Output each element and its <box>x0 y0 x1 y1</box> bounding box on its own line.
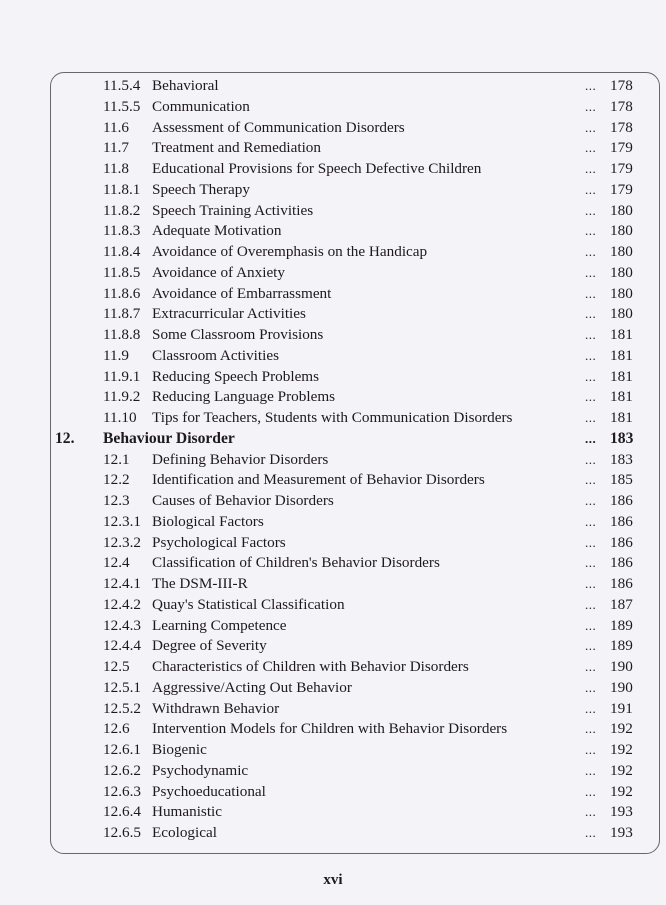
toc-leader-dots: ... <box>585 181 597 197</box>
toc-entry-number: 11.8 <box>103 160 130 177</box>
toc-entry-title: Speech Therapy <box>152 180 250 198</box>
toc-entry-title: Characteristics of Children with Behavior Disorders <box>152 658 469 675</box>
toc-entry-title: Defining Behavior Disorders <box>152 450 329 468</box>
toc-leader-dots: ... <box>585 783 597 799</box>
toc-leader-dots: ... <box>585 804 597 820</box>
toc-entry-number: 12.6.3 <box>103 782 141 800</box>
toc-entry <box>0 284 666 305</box>
toc-leader-dots: ... <box>585 742 597 757</box>
toc-entry <box>0 699 666 720</box>
toc-entry-page: 181 <box>610 388 633 406</box>
toc-entry-number: 11.8.2 <box>103 201 141 219</box>
toc-leader-dots: ... <box>585 264 597 280</box>
toc-entry-page: 190 <box>610 678 633 696</box>
toc-entry-title: Speech Training Activities <box>152 201 314 219</box>
toc-chapter-entry <box>0 429 666 450</box>
toc-entry <box>0 553 666 574</box>
toc-entry-page: 179 <box>610 160 633 177</box>
toc-leader-dots: ... <box>585 244 597 259</box>
toc-entry-page: 178 <box>610 77 633 94</box>
toc-entry-number: 12.3.1 <box>103 512 141 530</box>
toc-entry <box>0 450 666 471</box>
toc-entry-number: 11.5.5 <box>103 97 141 115</box>
toc-entry-page: 189 <box>610 616 633 634</box>
toc-entry-title: Reducing Speech Problems <box>152 367 320 385</box>
toc-entry-page: 183 <box>610 450 633 468</box>
toc-entry-title: Classification of Children's Behavior Disorders <box>152 554 440 572</box>
toc-entry-page: 178 <box>610 97 633 115</box>
toc-entry <box>0 595 666 616</box>
toc-entry-title: Extracurricular Activities <box>152 305 306 323</box>
toc-entry-number: 12.5.2 <box>103 699 141 717</box>
toc-entry-page: 180 <box>610 263 633 281</box>
toc-leader-dots: ... <box>585 78 597 93</box>
toc-entry-page: 185 <box>610 471 633 489</box>
toc-entry <box>0 201 666 222</box>
toc-entry-title: Adequate Motivation <box>152 222 282 240</box>
toc-entry-page: 179 <box>610 180 633 198</box>
toc-entry-number: 12.4.1 <box>103 575 141 592</box>
toc-entry-title: Behavioral <box>152 77 219 94</box>
toc-entry <box>0 408 666 429</box>
toc-leader-dots: ... <box>585 555 597 571</box>
toc-entry-title: Intervention Models for Children with Behavior Disorders <box>152 720 508 738</box>
toc-entry-number: 11.8.5 <box>103 263 141 281</box>
toc-entry <box>0 678 666 699</box>
toc-entry-number: 12.6 <box>103 720 130 738</box>
toc-entry-number: 12.6.5 <box>103 824 141 841</box>
toc-leader-dots: ... <box>585 762 597 778</box>
toc-entry-title: Aggressive/Acting Out Behavior <box>152 678 352 696</box>
toc-entry-number: 12.4.3 <box>103 616 141 634</box>
toc-entry-number: 12.3.2 <box>103 533 141 551</box>
toc-entry-title: Causes of Behavior Disorders <box>152 492 334 509</box>
toc-leader-dots: ... <box>585 410 597 425</box>
toc-entry-title: Biogenic <box>152 741 207 758</box>
toc-entry-page: 192 <box>610 741 633 758</box>
toc-entry-page: 180 <box>610 243 633 260</box>
toc-leader-dots: ... <box>585 430 597 446</box>
toc-entry <box>0 740 666 761</box>
toc-entry-number: 11.8.8 <box>103 326 141 343</box>
toc-entry <box>0 325 666 346</box>
toc-leader-dots: ... <box>585 472 597 488</box>
toc-entry <box>0 180 666 201</box>
toc-entry-page: 186 <box>610 512 633 530</box>
toc-entry-number: 11.6 <box>103 118 130 136</box>
toc-entry-number: 12.5.1 <box>103 678 141 696</box>
toc-entry-page: 190 <box>610 658 633 675</box>
toc-leader-dots: ... <box>585 513 597 529</box>
toc-entry-page: 179 <box>610 139 633 157</box>
toc-entry-title: The DSM-III-R <box>152 575 248 592</box>
toc-entry-number: 11.5.4 <box>103 77 141 94</box>
toc-entry-number: 12.1 <box>103 450 130 468</box>
toc-entry <box>0 616 666 637</box>
toc-entry-title: Avoidance of Overemphasis on the Handicap <box>152 243 428 260</box>
toc-entry <box>0 657 666 678</box>
toc-entry-page: 186 <box>610 492 633 509</box>
toc-leader-dots: ... <box>585 161 597 176</box>
table-of-contents <box>0 76 666 844</box>
toc-entry-page: 180 <box>610 222 633 240</box>
toc-entry-page: 186 <box>610 575 633 592</box>
toc-entry-title: Learning Competence <box>152 616 287 634</box>
toc-leader-dots: ... <box>585 659 597 674</box>
toc-entry-page: 180 <box>610 305 633 323</box>
toc-entry <box>0 761 666 782</box>
toc-entry <box>0 823 666 844</box>
toc-entry-number: 12.5 <box>103 658 130 675</box>
toc-entry-number: 11.9.1 <box>103 367 141 385</box>
toc-entry <box>0 118 666 139</box>
toc-entry-number: 12.3 <box>103 492 130 509</box>
toc-entry-title: Avoidance of Embarrassment <box>152 284 332 302</box>
toc-entry-page: 183 <box>610 429 634 447</box>
toc-entry-page: 181 <box>610 409 633 426</box>
toc-entry-title: Avoidance of Anxiety <box>152 263 285 281</box>
toc-leader-dots: ... <box>585 347 597 363</box>
toc-entry-number: 11.8.1 <box>103 180 141 198</box>
toc-leader-dots: ... <box>585 700 597 716</box>
toc-leader-dots: ... <box>585 493 597 508</box>
toc-entry-number: 11.9.2 <box>103 388 141 406</box>
toc-entry <box>0 221 666 242</box>
toc-leader-dots: ... <box>585 140 597 156</box>
toc-entry-number: 11.7 <box>103 139 130 157</box>
toc-leader-dots: ... <box>585 306 597 322</box>
toc-leader-dots: ... <box>585 389 597 405</box>
toc-leader-dots: ... <box>585 721 597 737</box>
toc-leader-dots: ... <box>585 98 597 114</box>
toc-entry <box>0 782 666 803</box>
toc-leader-dots: ... <box>585 576 597 591</box>
toc-entry <box>0 159 666 180</box>
toc-entry-number: 12.6.1 <box>103 741 141 758</box>
toc-leader-dots: ... <box>585 202 597 218</box>
toc-entry <box>0 470 666 491</box>
toc-entry-page: 192 <box>610 782 633 800</box>
toc-entry-title: Psychological Factors <box>152 533 286 551</box>
toc-entry <box>0 304 666 325</box>
toc-entry-page: 180 <box>610 201 633 219</box>
toc-entry-title: Degree of Severity <box>152 637 267 655</box>
toc-entry <box>0 574 666 595</box>
toc-entry-number: 11.8.6 <box>103 284 141 302</box>
toc-leader-dots: ... <box>585 327 597 342</box>
toc-entry-page: 186 <box>610 554 633 572</box>
toc-entry <box>0 387 666 408</box>
toc-entry-number: 11.8.7 <box>103 305 141 323</box>
toc-entry-title: Ecological <box>152 824 217 841</box>
toc-entry-number: 11.8.4 <box>103 243 141 260</box>
toc-entry-number: 11.9 <box>103 346 130 364</box>
toc-entry-title: Behaviour Disorder <box>103 429 235 447</box>
toc-leader-dots: ... <box>585 368 597 384</box>
toc-entry-page: 186 <box>610 533 633 551</box>
toc-entry-number: 12.6.4 <box>103 803 141 821</box>
toc-entry <box>0 367 666 388</box>
toc-entry <box>0 512 666 533</box>
toc-leader-dots: ... <box>585 638 597 654</box>
toc-entry-page: 181 <box>610 367 633 385</box>
toc-leader-dots: ... <box>585 679 597 695</box>
toc-entry-number: 12.2 <box>103 471 130 489</box>
toc-entry-page: 189 <box>610 637 633 655</box>
toc-entry-page: 193 <box>610 803 633 821</box>
toc-entry-page: 192 <box>610 720 633 738</box>
toc-entry <box>0 719 666 740</box>
toc-leader-dots: ... <box>585 451 597 467</box>
toc-entry-title: Educational Provisions for Speech Defective Children <box>152 160 482 177</box>
toc-leader-dots: ... <box>585 534 597 550</box>
toc-entry-title: Some Classroom Provisions <box>152 326 324 343</box>
toc-entry-page: 191 <box>610 699 633 717</box>
toc-entry-title: Assessment of Communication Disorders <box>152 118 405 136</box>
toc-entry-title: Treatment and Remediation <box>152 139 321 157</box>
toc-entry-title: Quay's Statistical Classification <box>152 595 345 613</box>
toc-entry <box>0 346 666 367</box>
toc-entry <box>0 636 666 657</box>
toc-entry-number: 12.4.2 <box>103 595 141 613</box>
toc-entry-title: Humanistic <box>152 803 223 821</box>
toc-entry-page: 193 <box>610 824 633 841</box>
toc-entry-title: Reducing Language Problems <box>152 388 336 406</box>
toc-entry-page: 181 <box>610 346 633 364</box>
toc-leader-dots: ... <box>585 223 597 239</box>
toc-entry-title: Psychodynamic <box>152 761 249 779</box>
toc-entry-number: 11.8.3 <box>103 222 141 240</box>
toc-entry-title: Communication <box>152 97 250 115</box>
toc-entry-title: Biological Factors <box>152 512 264 530</box>
toc-entry-page: 192 <box>610 761 633 779</box>
toc-entry-title: Identification and Measurement of Behavior Disorders <box>152 471 485 489</box>
toc-entry-page: 180 <box>610 284 633 302</box>
toc-leader-dots: ... <box>585 285 597 301</box>
toc-entry-page: 178 <box>610 118 633 136</box>
toc-entry-page: 187 <box>610 595 633 613</box>
toc-entry-title: Withdrawn Behavior <box>152 699 280 717</box>
toc-entry <box>0 242 666 263</box>
toc-entry-number: 11.10 <box>103 409 137 426</box>
toc-entry <box>0 802 666 823</box>
toc-entry <box>0 76 666 97</box>
toc-entry-number: 12.4.4 <box>103 637 141 655</box>
toc-entry-number: 12.6.2 <box>103 761 141 779</box>
toc-entry <box>0 533 666 554</box>
toc-leader-dots: ... <box>585 596 597 612</box>
toc-entry <box>0 263 666 284</box>
toc-entry-title: Tips for Teachers, Students with Communication Disorders <box>152 409 513 426</box>
toc-entry <box>0 138 666 159</box>
page-number-folio: xvi <box>323 872 343 888</box>
toc-entry-page: 181 <box>610 326 633 343</box>
toc-leader-dots: ... <box>585 825 597 840</box>
toc-entry <box>0 97 666 118</box>
toc-entry-number: 12.4 <box>103 554 130 572</box>
toc-entry <box>0 491 666 512</box>
toc-leader-dots: ... <box>585 617 597 633</box>
toc-entry-title: Psychoeducational <box>152 782 266 800</box>
toc-leader-dots: ... <box>585 119 597 135</box>
toc-entry-number: 12. <box>55 429 75 447</box>
toc-entry-title: Classroom Activities <box>152 346 279 364</box>
